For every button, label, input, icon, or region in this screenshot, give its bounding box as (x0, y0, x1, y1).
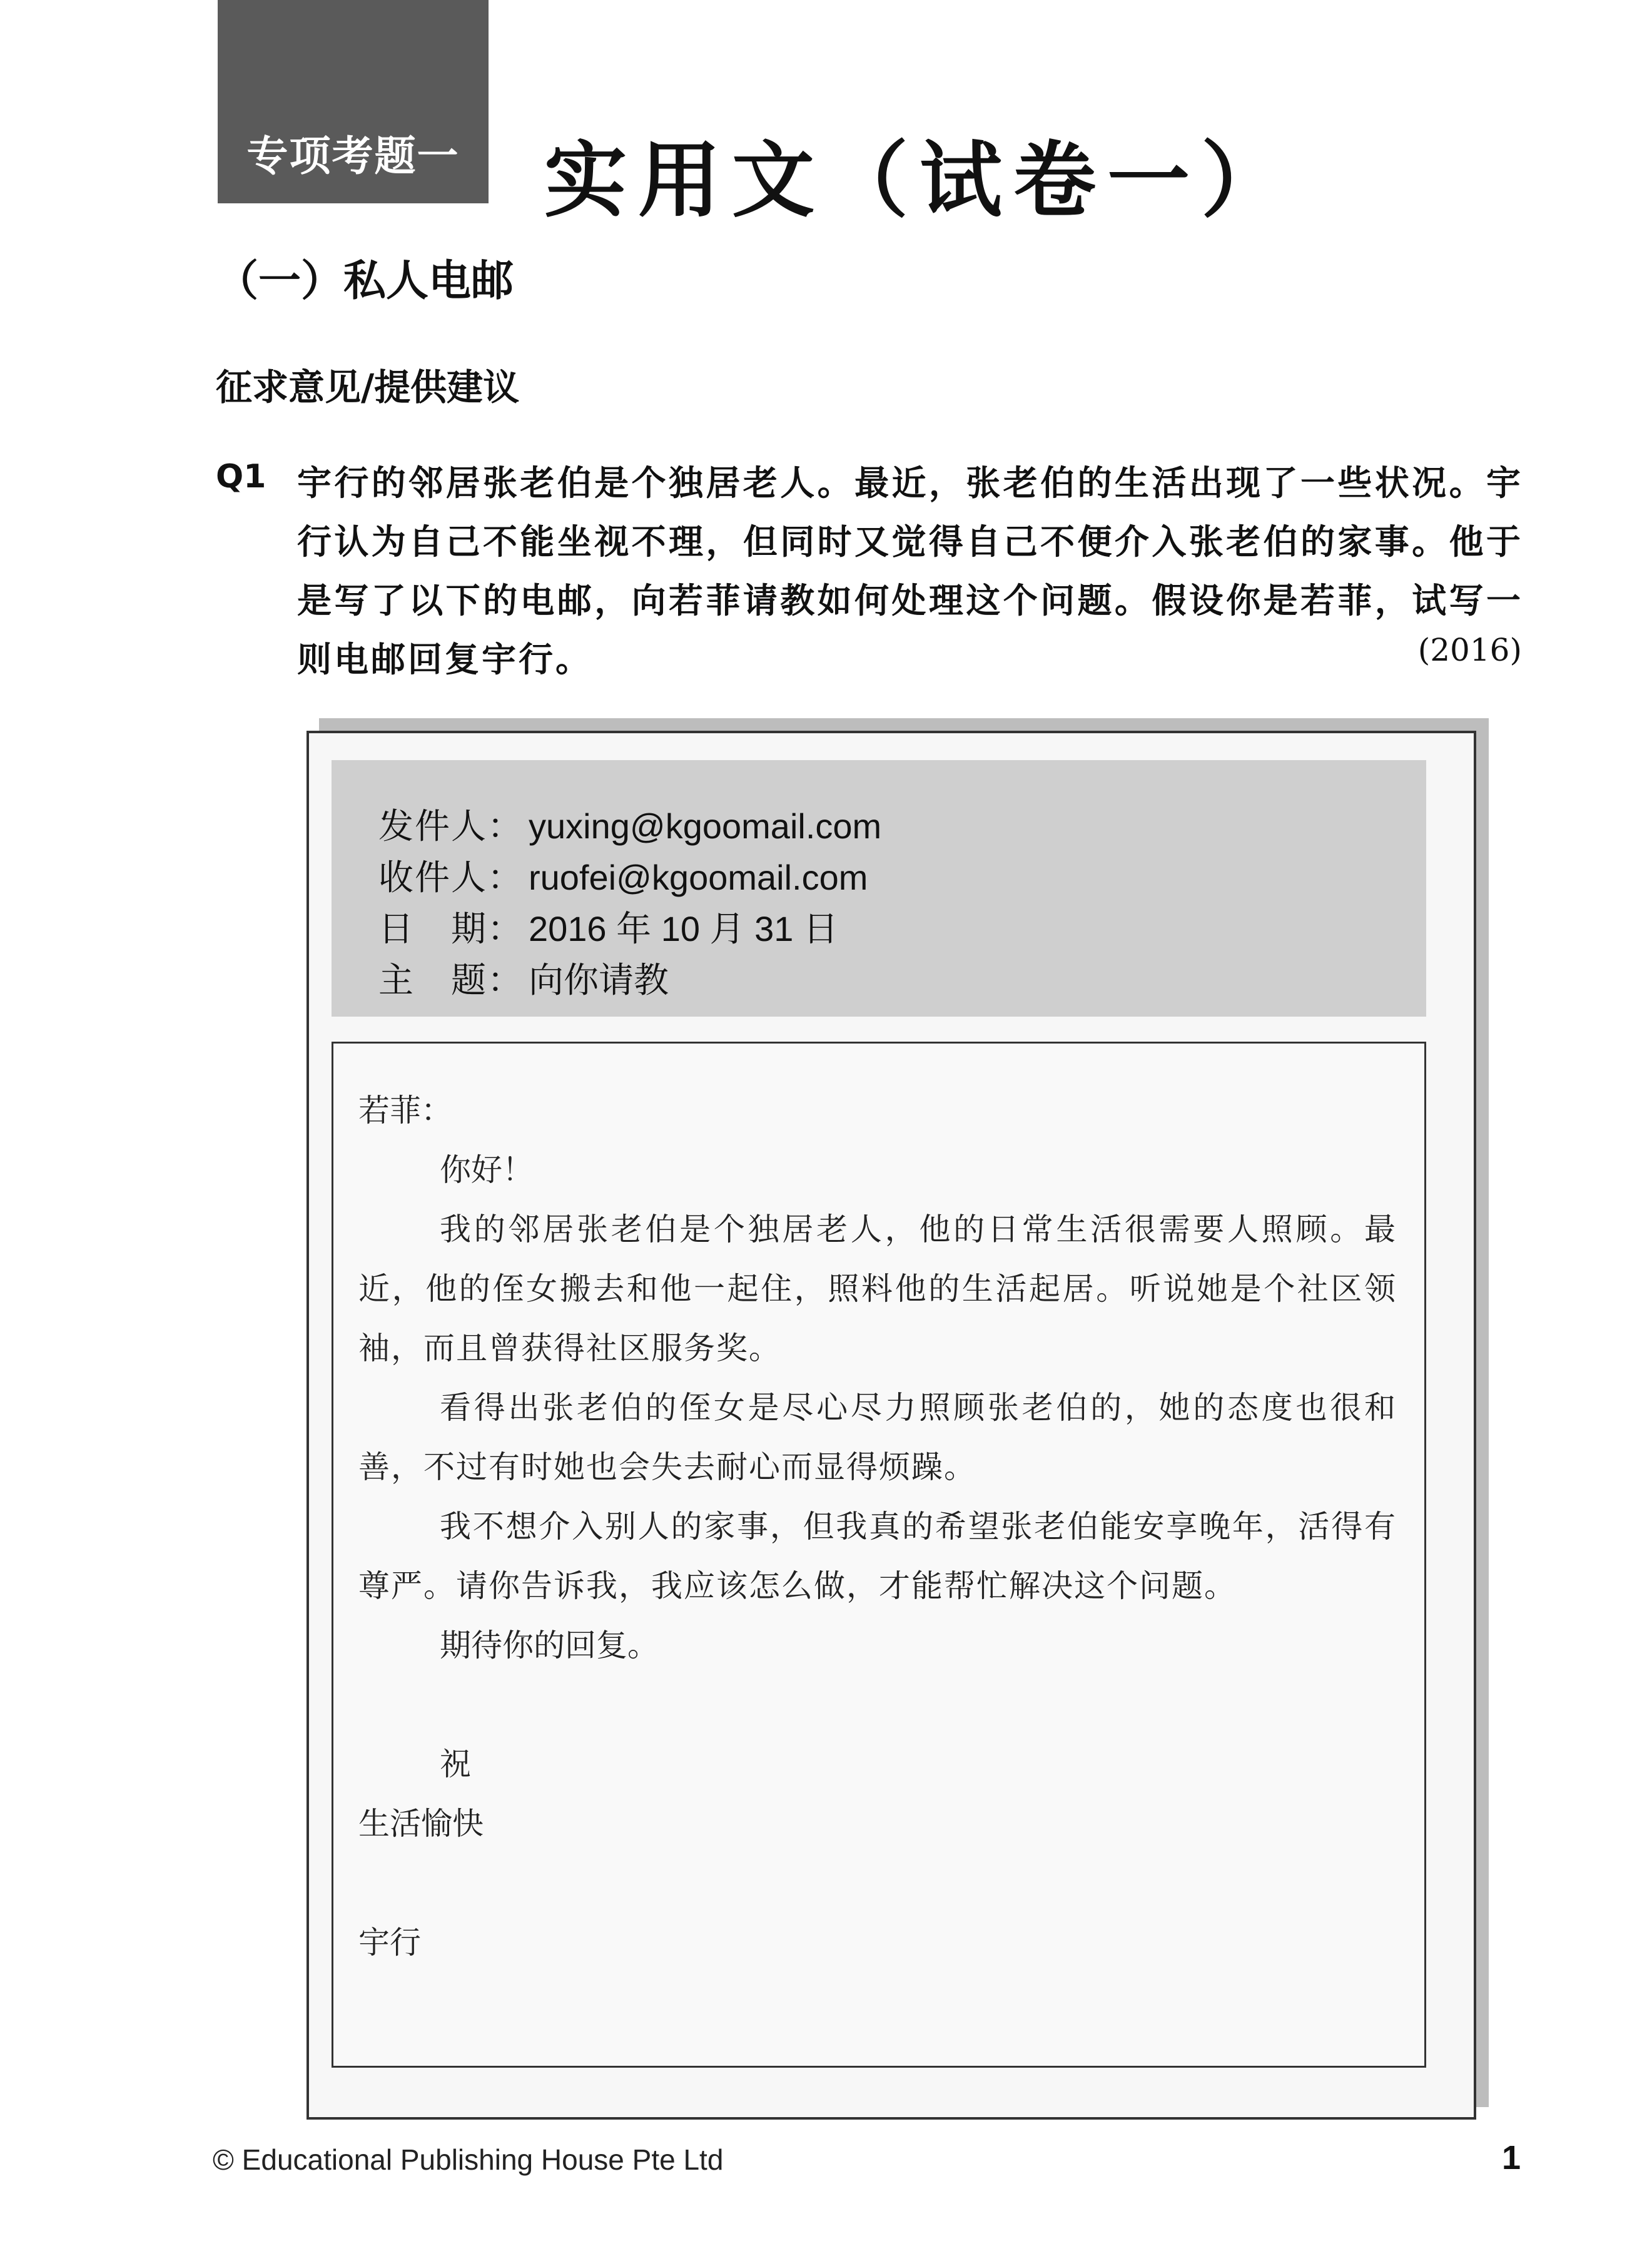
topic-tag-label: 专项考题一 (246, 132, 460, 180)
email-greeting: 你好！ (440, 1152, 534, 1188)
email-to-label: 收件人： (378, 858, 524, 898)
email-wish: 祝 (440, 1746, 471, 1782)
email-from-row (378, 799, 881, 849)
email-to-value: ruofei@kgoomail.com (529, 858, 868, 897)
email-body (332, 1042, 1426, 2068)
email-from-label: 发件人： (378, 806, 524, 847)
question-text: 宇行的邻居张老伯是个独居老人。最近，张老伯的生活出现了一些状况。宇行认为自己不能坐视不理，但同时又觉得自己不便介入张老伯的家事。他于是写了以下的电邮，向若菲请教如何处理这个问题。假设你是若菲，试写一则电邮回复宇行。 (297, 463, 1523, 679)
email-subject-row (378, 953, 669, 1003)
email-salutation: 若菲： (358, 1092, 452, 1129)
email-letter (358, 1081, 1397, 1973)
page-number: 1 (1501, 2139, 1521, 2177)
email-date-label: 日 期： (378, 909, 524, 950)
email-date-row (378, 902, 838, 952)
topic-tag (218, 0, 489, 203)
page-title: 实用文（试卷一） (544, 133, 1295, 229)
email-subject-label: 主 题： (378, 960, 524, 1001)
email-signature: 宇行 (358, 1924, 421, 1961)
email-to-row (378, 850, 868, 900)
email-wish-content: 生活愉快 (358, 1806, 484, 1842)
email-paragraph: 我不想介入别人的家事，但我真的希望张老伯能安享晚年，活得有尊严。请你告诉我，我应该怎么做，才能帮忙解决这个问题。 (358, 1508, 1397, 1604)
section-title: （一）私人电邮 (216, 256, 514, 306)
email-header (332, 760, 1426, 1017)
question-year: (2016) (1417, 632, 1522, 668)
email-from-value: yuxing@kgoomail.com (529, 806, 882, 846)
footer-copyright: © Educational Publishing House Pte Ltd (213, 2143, 724, 2176)
email-paragraph: 看得出张老伯的侄女是尽心尽力照顾张老伯的，她的态度也很和善，不过有时她也会失去耐心而显得烦躁。 (358, 1390, 1397, 1485)
email-closing-line: 期待你的回复。 (440, 1627, 659, 1664)
section-subtitle: 征求意见/提供建议 (216, 366, 520, 409)
email-date-value: 2016 年 10 月 31 日 (529, 909, 838, 948)
email-subject-value: 向你请教 (529, 960, 669, 1001)
question-number: Q1 (216, 458, 266, 495)
email-paragraph: 我的邻居张老伯是个独居老人，他的日常生活很需要人照顾。最近，他的侄女搬去和他一起住，照料他的生活起居。听说她是个社区领袖，而且曾获得社区服务奖。 (358, 1211, 1397, 1366)
